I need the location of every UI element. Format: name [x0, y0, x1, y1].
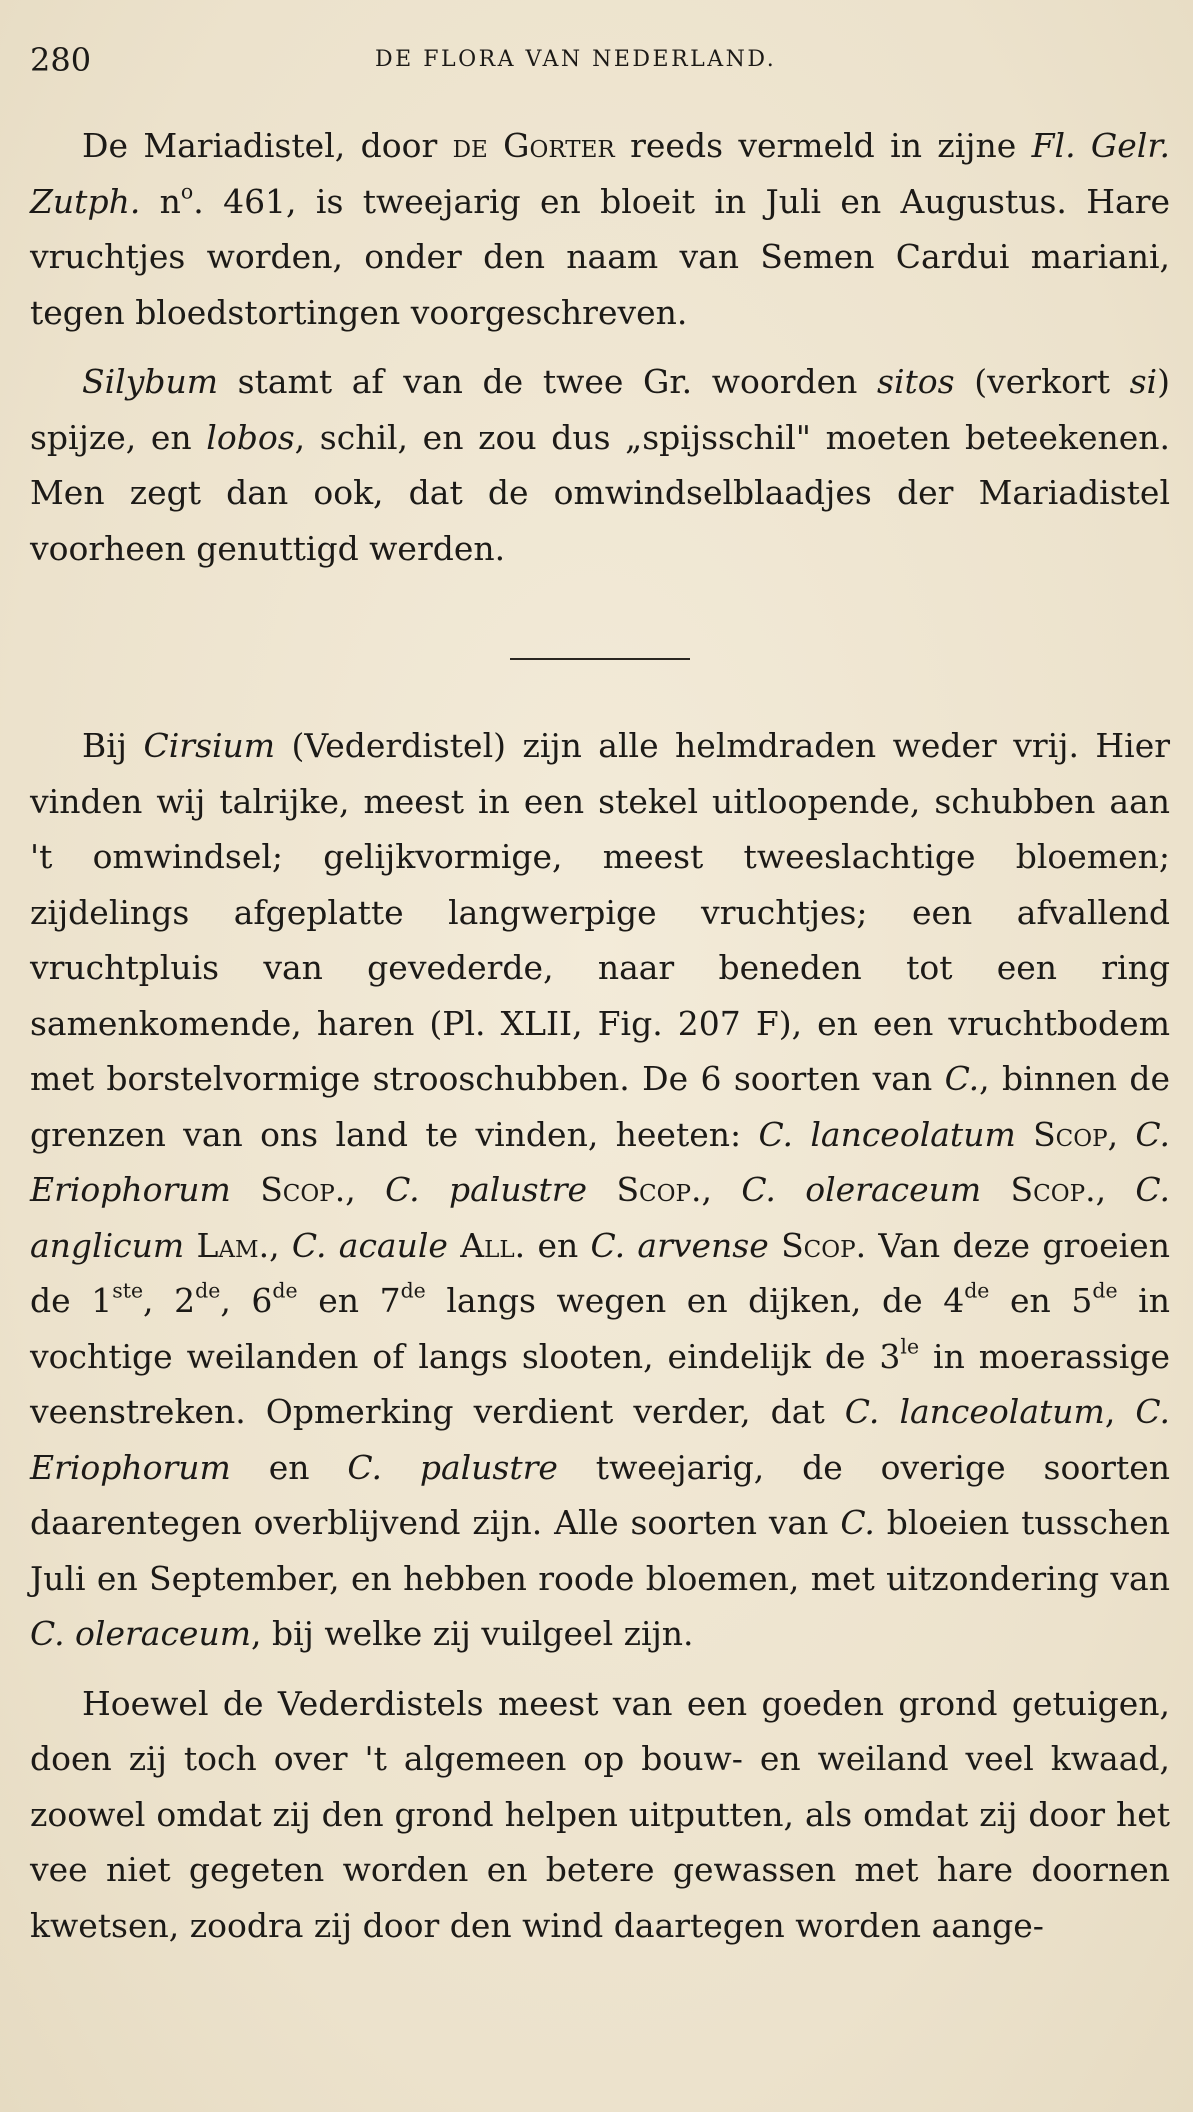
species-name: C. palustre	[347, 1447, 558, 1487]
author-abbrev: Scop.	[616, 1170, 702, 1209]
text-run: Bij	[82, 726, 144, 765]
greek-word: lobos	[206, 417, 295, 457]
author-abbrev: Scop	[1033, 1114, 1108, 1154]
species-name: C. acaule	[291, 1225, 448, 1265]
text-run: , binnen de grenzen van ons land te vinden, heeten:	[30, 1059, 1170, 1154]
text-run: in vochtige weilanden of langs slooten, eindelijk de 3	[30, 1281, 1170, 1376]
superscript: de	[272, 1278, 298, 1303]
species-name: C. anglicum	[30, 1170, 1170, 1265]
text-run: in moerassige veenstreken. Opmerking verdient verder, dat	[30, 1336, 1170, 1431]
running-head: DE FLORA VAN NEDERLAND.	[375, 47, 777, 72]
text-run: stamt af van de twee Gr. woorden	[218, 362, 878, 401]
text-run: , bij welke zij vuilgeel zijn.	[251, 1614, 694, 1653]
text-run: en 7	[297, 1281, 401, 1320]
page-number: 280	[30, 41, 92, 79]
text-run: bloeien tusschen Juli en September, en hebben roode bloemen, met uitzondering van	[30, 1503, 1170, 1598]
author-abbrev: Scop.	[260, 1170, 346, 1209]
text-run: ,	[701, 1170, 742, 1209]
text-run: Van deze groeien de 1	[30, 1225, 1170, 1320]
text-run: De Mariadistel, door	[82, 126, 453, 165]
text-run: reeds vermeld in zijne	[614, 126, 1032, 165]
superscript: de	[964, 1278, 990, 1303]
text-run: en	[525, 1225, 591, 1265]
text-run: (Vederdistel) zijn alle helmdraden weder vrij. Hier vinden wij talrijke, meest in een stekel uitloopende, schubben aan 't omwindsel; gelijkvormige, meest tweeslachtige bloemen; zijdelings afgeplatte langwerpige vruchtjes; een afvallend vruchtpluis van gevederde, naar beneden tot een ring samenkomende, haren (Pl. XLII, Fig. 207 F), en een vruchtbodem met borstelvormige strooschubben. De 6 soorten van	[30, 726, 1171, 1098]
greek-word: sitos	[877, 362, 955, 401]
paragraph-silybum	[30, 354, 1170, 576]
superscript: de	[400, 1278, 426, 1303]
genus-name: Silybum	[82, 362, 219, 401]
superscript: le	[900, 1334, 920, 1359]
citation-title: Fl. Gelr. Zutph.	[30, 126, 1170, 221]
species-name: C.	[944, 1059, 980, 1098]
text-run: n	[140, 181, 181, 221]
text-run: langs wegen en dijken, de 4	[425, 1281, 965, 1320]
species-name: C. oleraceum	[30, 1614, 252, 1653]
text-run: ) spijze, en	[30, 362, 1170, 457]
text-run: , schil, en zou dus „spijsschil" moeten beteekenen. Men zegt dan ook, dat de omwindselblaadjes der Mariadistel voorheen genuttigd werden.	[30, 417, 1170, 568]
superscript: o	[180, 179, 194, 204]
greek-word: si	[1129, 362, 1158, 401]
text-run: , 6	[220, 1281, 273, 1320]
species-name: C. lanceolatum	[844, 1392, 1105, 1431]
author-abbrev: All.	[460, 1225, 526, 1265]
paragraph-gap	[30, 340, 1170, 354]
species-name: C. palustre	[385, 1170, 588, 1209]
text-run: ,	[345, 1170, 386, 1209]
body-text	[30, 118, 1170, 1953]
species-name: C. arvense	[590, 1225, 769, 1265]
genus-name: Cirsium	[143, 726, 276, 765]
species-name: C. Eriophorum	[30, 1114, 1170, 1209]
author-abbrev: Scop.	[781, 1225, 867, 1265]
text-run: ,	[269, 1225, 292, 1265]
species-name: C. lanceolatum	[758, 1114, 1016, 1154]
text-run: , 2	[143, 1281, 196, 1320]
author-abbrev: Scop.	[1010, 1170, 1096, 1209]
text-run: . 461, is tweejarig en bloeit in Juli en Augustus. Hare vruchtjes worden, onder den naam van Semen Cardui mariani, tegen bloedstortingen voorgeschreven.	[30, 181, 1170, 332]
page-header	[30, 40, 1170, 80]
superscript: ste	[112, 1278, 144, 1303]
author-abbrev: Lam.	[196, 1225, 270, 1265]
species-name: C.	[840, 1503, 875, 1542]
text-run: Hoewel de Vederdistels meest van een goeden grond getuigen, doen zij toch over 't algemeen op bouw- en weiland veel kwaad, zoowel omdat zij den grond helpen uitputten, als omdat zij door het vee niet gegeten worden en betere gewassen met hare doornen kwetsen, zoodra zij door den wind daartegen worden aange-	[30, 1683, 1170, 1945]
paragraph-cirsium	[30, 718, 1170, 1662]
text-run: en 5	[989, 1281, 1093, 1320]
text-run: en	[230, 1447, 348, 1487]
text-run: ,	[1107, 1114, 1136, 1154]
section-divider	[510, 658, 690, 660]
species-name: C. Eriophorum	[30, 1392, 1170, 1487]
paragraph-gap	[30, 1662, 1170, 1676]
superscript: de	[1092, 1278, 1118, 1303]
paragraph-mariadistel	[30, 118, 1170, 340]
text-run: ,	[1104, 1392, 1136, 1431]
superscript: de	[195, 1278, 221, 1303]
text-run: (verkort	[954, 362, 1130, 401]
text-run: tweejarig, de overige soorten daarentegen overblijvend zijn. Alle soorten van	[30, 1447, 1170, 1542]
author-name: de Gorter	[452, 126, 615, 165]
text-run: ,	[1095, 1170, 1136, 1209]
paragraph-vederdistels	[30, 1676, 1170, 1954]
species-name: C. oleraceum	[741, 1170, 982, 1209]
